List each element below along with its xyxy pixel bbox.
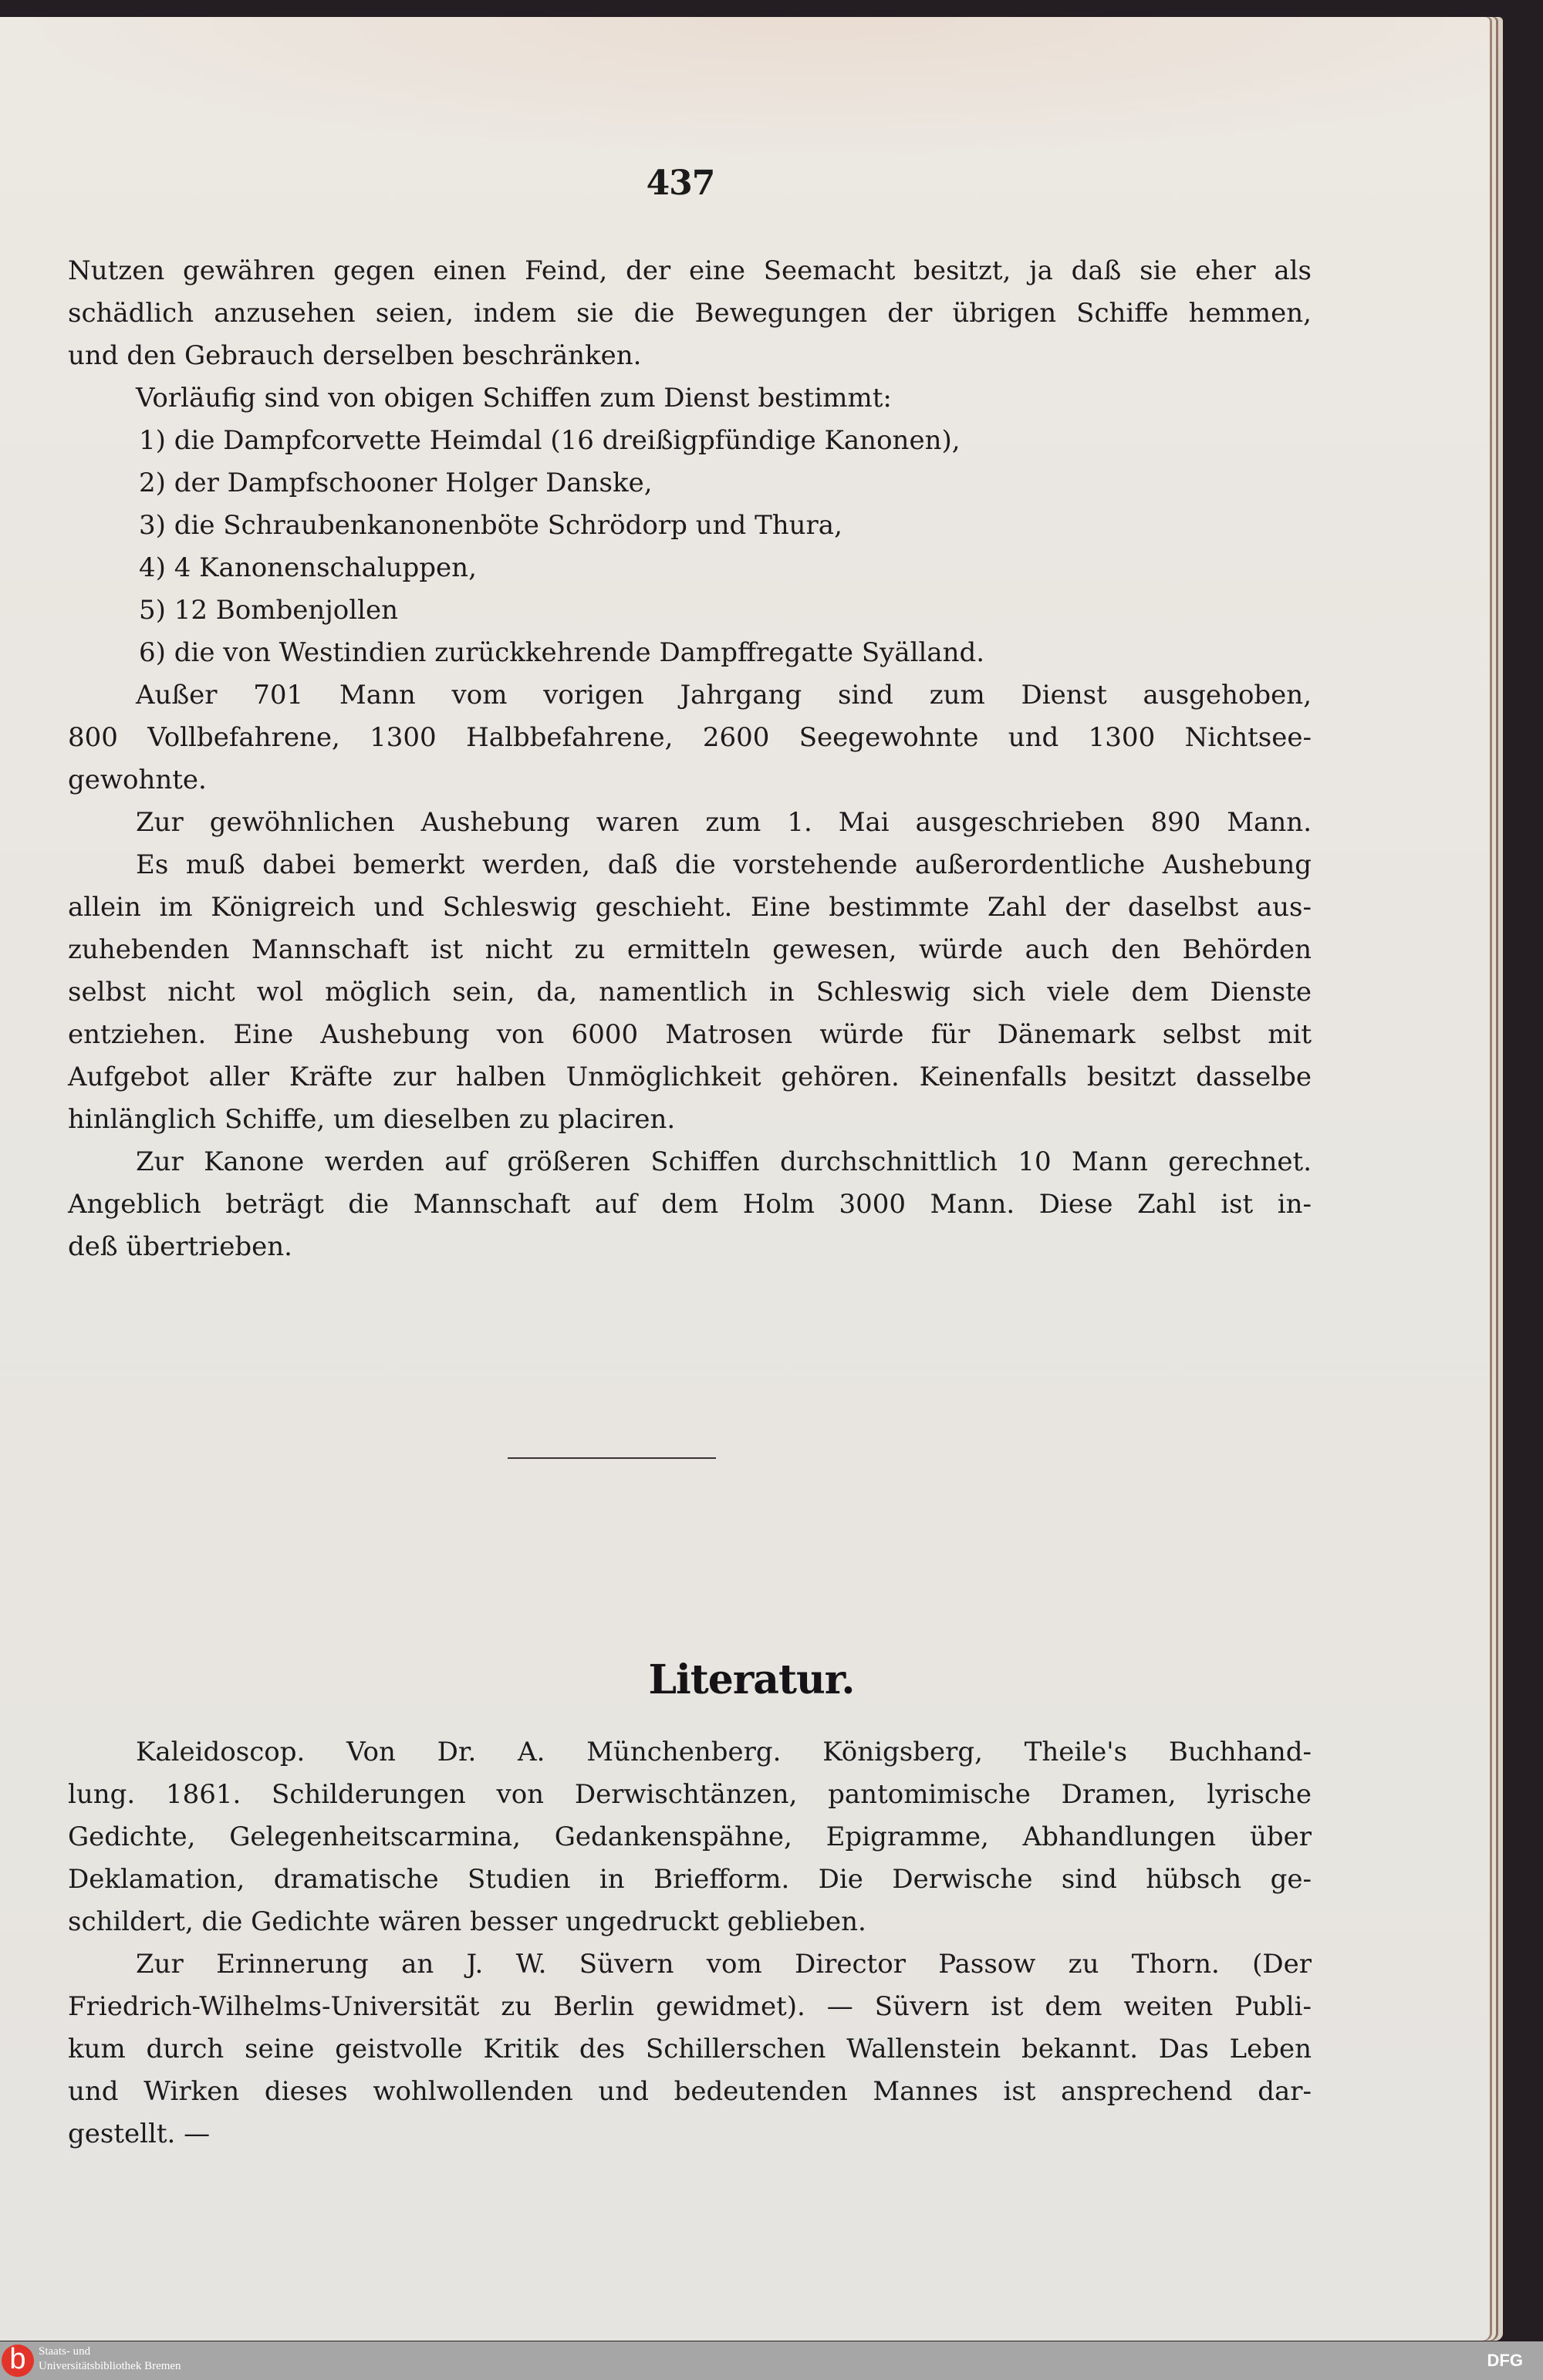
text-line: Kaleidoscop. Von Dr. A. Münchenberg. Königsberg, Theile's Buchhand-: [136, 1737, 1312, 1767]
text-line: Es muß dabei bemerkt werden, daß die vorstehende außerordentliche Aushebung: [136, 849, 1312, 880]
text-line: und den Gebrauch derselben beschränken.: [68, 340, 642, 371]
library-logo-icon: b: [2, 2345, 34, 2377]
list-item: 5) 12 Bombenjollen: [139, 595, 399, 626]
text-line: Friedrich-Wilhelms-Universität zu Berlin gewidmet). — Süvern ist dem weiten Publi-: [68, 1991, 1312, 2022]
text-line: Zur Kanone werden auf größeren Schiffen durchschnittlich 10 Mann gerechnet.: [136, 1146, 1312, 1177]
viewer-footer-bar: [0, 2341, 1543, 2380]
text-line: entziehen. Eine Aushebung von 6000 Matrosen würde für Dänemark selbst mit: [68, 1019, 1312, 1050]
text-line: zuhebenden Mannschaft ist nicht zu ermitteln gewesen, würde auch den Behörden: [68, 934, 1312, 965]
section-naval-text: [68, 250, 1312, 1268]
text-line: Zur gewöhnlichen Aushebung waren zum 1. Mai ausgeschrieben 890 Mann.: [136, 807, 1312, 838]
page-number: 437: [646, 164, 715, 203]
text-line: 800 Vollbefahrene, 1300 Halbbefahrene, 2600 Seegewohnte und 1300 Nichtsee-: [68, 722, 1312, 753]
section-divider: [508, 1457, 716, 1459]
text-line: schädlich anzusehen seien, indem sie die Bewegungen der übrigen Schiffe hemmen,: [68, 298, 1312, 329]
text-line: und Wirken dieses wohlwollenden und bedeutenden Mannes ist ansprechend dar-: [68, 2076, 1312, 2107]
text-line: allein im Königreich und Schleswig geschieht. Eine bestimmte Zahl der daselbst aus-: [68, 892, 1312, 923]
text-line: selbst nicht wol möglich sein, da, namentlich in Schleswig sich viele dem Dienste: [68, 977, 1312, 1008]
library-name-line2: Universitätsbibliothek Bremen: [39, 2360, 181, 2372]
text-line: Vorläufig sind von obigen Schiffen zum Dienst bestimmt:: [136, 383, 892, 414]
list-item: 3) die Schraubenkanonenböte Schrödorp und Thura,: [139, 510, 842, 541]
text-line: hinlänglich Schiffe, um dieselben zu placiren.: [68, 1104, 676, 1135]
list-item: 2) der Dampfschooner Holger Danske,: [139, 468, 653, 498]
text-line: Nutzen gewähren gegen einen Feind, der eine Seemacht besitzt, ja daß sie eher als: [68, 255, 1312, 286]
text-line: schildert, die Gedichte wären besser ungedruckt geblieben.: [68, 1906, 866, 1937]
text-line: Angeblich beträgt die Mannschaft auf dem Holm 3000 Mann. Diese Zahl ist in-: [68, 1189, 1312, 1220]
library-name: [39, 2345, 181, 2374]
text-line: gewohnte.: [68, 765, 207, 795]
list-item: 6) die von Westindien zurückkehrende Dampffregatte Syälland.: [139, 637, 985, 668]
text-line: Zur Erinnerung an J. W. Süvern vom Director Passow zu Thorn. (Der: [136, 1949, 1312, 1980]
text-line: gestellt. —: [68, 2118, 211, 2149]
section-heading: Literatur.: [648, 1656, 855, 1703]
section-literature-text: [68, 1731, 1312, 2156]
text-line: Deklamation, dramatische Studien in Briefform. Die Derwische sind hübsch ge-: [68, 1864, 1312, 1895]
text-line: lung. 1861. Schilderungen von Derwischtänzen, pantomimische Dramen, lyrische: [68, 1779, 1312, 1810]
dfg-logo: DFG: [1487, 2351, 1523, 2370]
library-name-line1: Staats- und: [39, 2345, 91, 2358]
text-line: Außer 701 Mann vom vorigen Jahrgang sind zum Dienst ausgehoben,: [136, 680, 1312, 711]
text-line: Aufgebot aller Kräfte zur halben Unmöglichkeit gehören. Keinenfalls besitzt dasselbe: [68, 1062, 1312, 1092]
list-item: 1) die Dampfcorvette Heimdal (16 dreißigpfündige Kanonen),: [139, 425, 961, 456]
text-line: Gedichte, Gelegenheitscarmina, Gedankenspähne, Epigramme, Abhandlungen über: [68, 1821, 1312, 1852]
scanned-page: [0, 17, 1503, 2341]
text-line: deß übertrieben.: [68, 1231, 292, 1262]
text-line: kum durch seine geistvolle Kritik des Schillerschen Wallenstein bekannt. Das Leben: [68, 2034, 1312, 2064]
list-item: 4) 4 Kanonenschaluppen,: [139, 552, 477, 583]
